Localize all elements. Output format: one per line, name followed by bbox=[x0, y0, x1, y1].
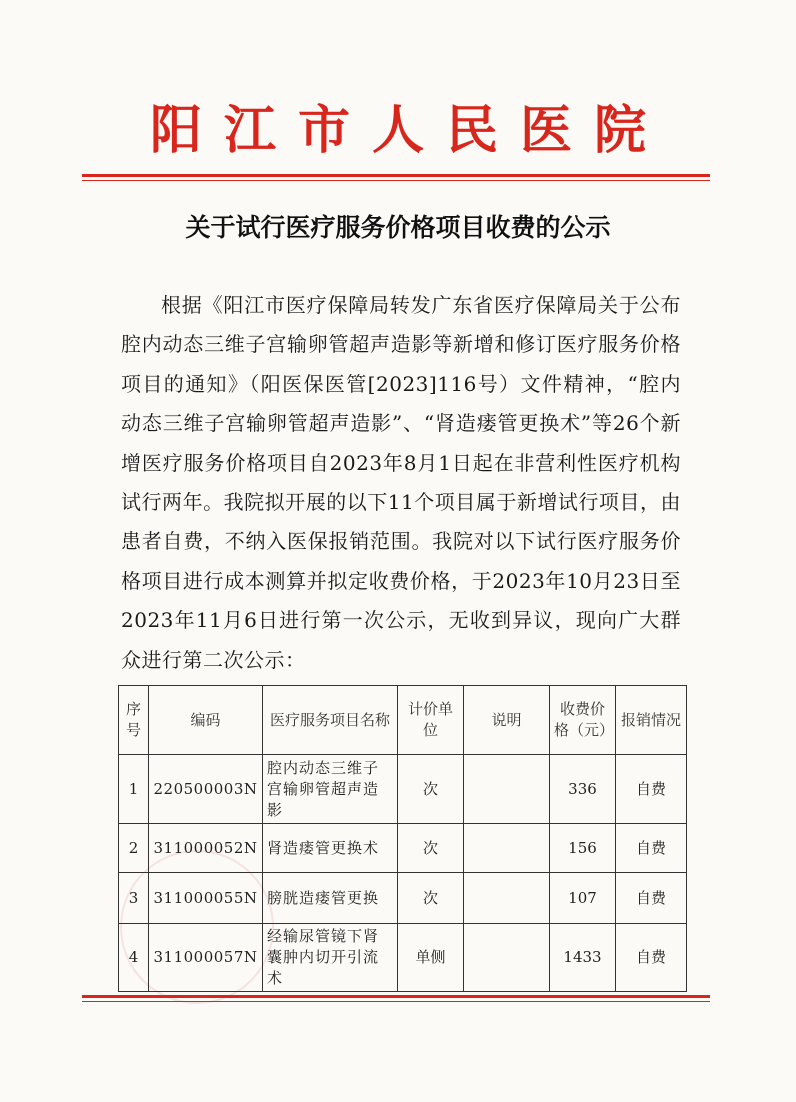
fee-table bbox=[118, 685, 687, 992]
header-no: 序号 bbox=[119, 686, 149, 755]
cell-no: 4 bbox=[119, 924, 149, 992]
cell-reimbursement: 自费 bbox=[616, 924, 687, 992]
cell-price: 1433 bbox=[550, 924, 616, 992]
cell-reimbursement: 自费 bbox=[616, 824, 687, 873]
cell-item-name: 肾造瘘管更换术 bbox=[263, 824, 398, 873]
cell-reimbursement: 自费 bbox=[616, 755, 687, 824]
header-rule-thin bbox=[82, 180, 710, 181]
cell-code: 311000057N bbox=[149, 924, 263, 992]
header-reimbursement: 报销情况 bbox=[616, 686, 687, 755]
cell-unit: 次 bbox=[398, 755, 464, 824]
cell-item-name: 腔内动态三维子宫输卵管超声造影 bbox=[263, 755, 398, 824]
document-body: 根据《阳江市医疗保障局转发广东省医疗保障局关于公布腔内动态三维子宫输卵管超声造影等新增和修订医疗服务价格项目的通知》（阳医保医管[2023]116号）文件精神，“腔内动态三维子宫输卵管超声造影”、“肾造瘘管更换术”等26个新增医疗服务价格项目自2023年8月1日起在非营利性医疗机构试行两年。我院拟开展的以下11个项目属于新增试行项目，由患者自费，不纳入医保报销范围。我院对以下试行医疗服务价格项目进行成本测算并拟定收费价格，于2023年10月23日至2023年11月6日进行第一次公示，无收到异议，现向广大群众进行第二次公示： bbox=[121, 293, 681, 672]
footer-rule-thin bbox=[82, 1001, 710, 1002]
org-name-header: 阳江市人民医院 bbox=[149, 100, 668, 161]
cell-no: 1 bbox=[119, 755, 149, 824]
cell-code: 311000052N bbox=[149, 824, 263, 873]
table-header-row bbox=[119, 686, 687, 755]
cell-unit: 单侧 bbox=[398, 924, 464, 992]
document-title: 关于试行医疗服务价格项目收费的公示 bbox=[185, 213, 611, 242]
table-row bbox=[119, 873, 687, 924]
cell-price: 336 bbox=[550, 755, 616, 824]
cell-item-name: 膀胱造瘘管更换 bbox=[263, 873, 398, 924]
cell-price: 156 bbox=[550, 824, 616, 873]
cell-unit: 次 bbox=[398, 824, 464, 873]
cell-reimbursement: 自费 bbox=[616, 873, 687, 924]
cell-note bbox=[464, 873, 550, 924]
cell-code: 311000055N bbox=[149, 873, 263, 924]
cell-code: 220500003N bbox=[149, 755, 263, 824]
cell-price: 107 bbox=[550, 873, 616, 924]
table-row bbox=[119, 824, 687, 873]
cell-unit: 次 bbox=[398, 873, 464, 924]
header-code: 编码 bbox=[149, 686, 263, 755]
header-note: 说明 bbox=[464, 686, 550, 755]
cell-note bbox=[464, 824, 550, 873]
cell-no: 2 bbox=[119, 824, 149, 873]
header-unit: 计价单位 bbox=[398, 686, 464, 755]
header-price: 收费价格（元） bbox=[550, 686, 616, 755]
cell-no: 3 bbox=[119, 873, 149, 924]
cell-note bbox=[464, 755, 550, 824]
cell-item-name: 经输尿管镜下肾囊肿内切开引流术 bbox=[263, 924, 398, 992]
table-row bbox=[119, 924, 687, 992]
header-item-name: 医疗服务项目名称 bbox=[263, 686, 398, 755]
footer-rule-thick bbox=[82, 995, 710, 998]
cell-note bbox=[464, 924, 550, 992]
table-row bbox=[119, 755, 687, 824]
header-rule-thick bbox=[82, 174, 710, 177]
